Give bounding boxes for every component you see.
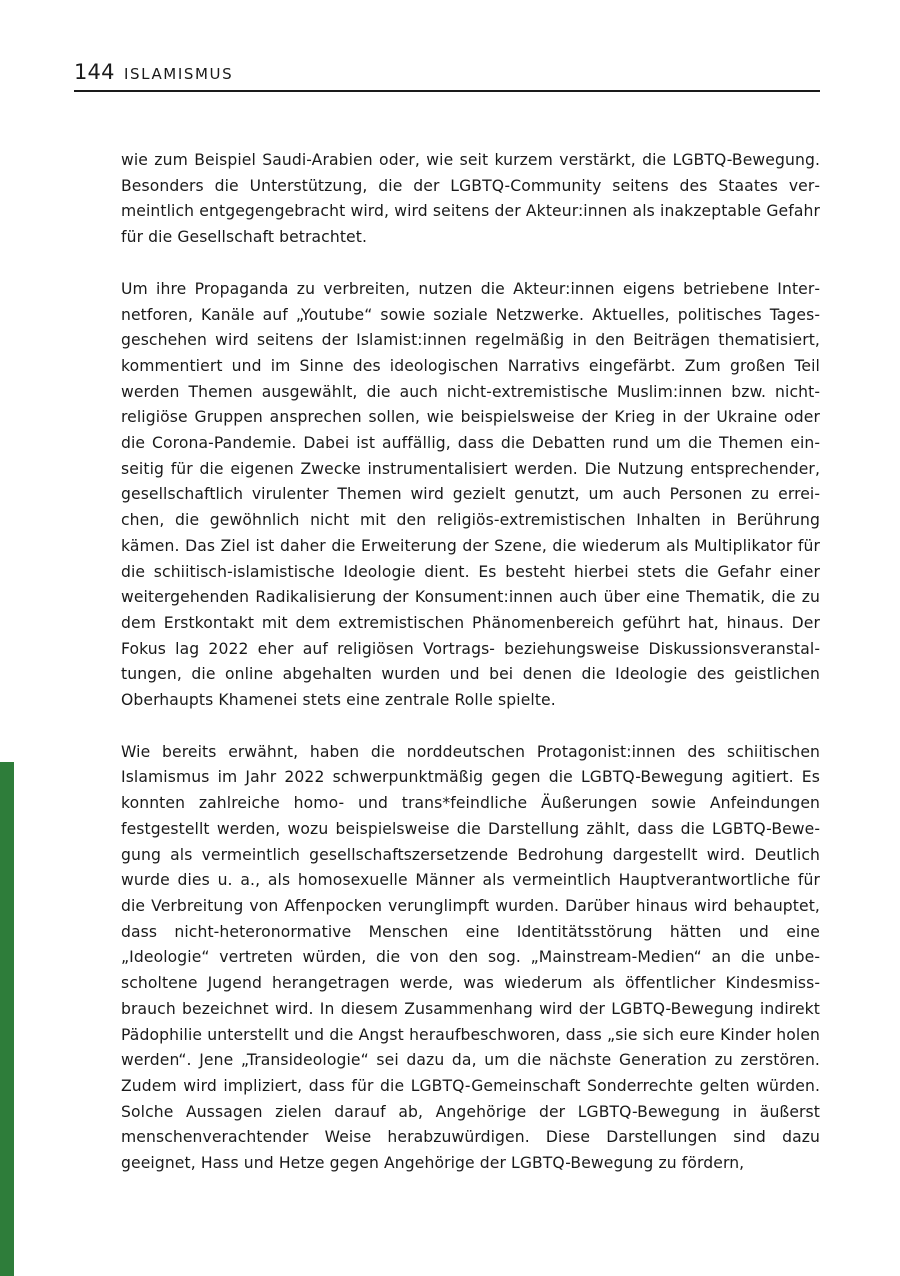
running-title: ISLAMISMUS bbox=[124, 65, 234, 83]
paragraph-1: wie zum Beispiel Saudi-Arabien oder, wie seit kurzem verstärkt, die LGBTQ-Bewegung. Besonders die Unterstützung, die der LGBTQ-Community seitens des Staates vermeintlich entgegengebracht wird, wird seitens der Akteur:innen als inakzeptable Gefahr für die Gesellschaft betrachtet. bbox=[121, 151, 820, 247]
page-header bbox=[74, 58, 820, 92]
body-text bbox=[121, 148, 820, 1203]
paragraph-3: Wie bereits erwähnt, haben die norddeutschen Protagonist:innen des schiitischen Islamismus im Jahr 2022 schwerpunktmäßig gegen die LGBTQ-Bewegung agitiert. Es konnten zahlreiche homo- und trans*feindliche Äußerungen sowie Anfeindungen festgestellt werden, wozu beispielsweise die Darstellung zählt, dass die LGBTQ-Bewegung als vermeintlich gesellschaftszersetzende Bedrohung dargestellt wird. Deutlich wurde dies u. a., als homosexuelle Männer als vermeintlich Hauptverantwortliche für die Verbreitung von Affenpocken verunglimpft wurden. Darüber hinaus wird behauptet, dass nicht-heteronormative Menschen eine Identitätsstörung hätten und eine „Ideologie“ vertreten würden, die von den sog. „Mainstream-Medien“ an die unbescholtene Jugend herangetragen werde, was wiederum als öffentlicher Kindesmissbrauch bezeichnet wird. In diesem Zusammenhang wird der LGBTQ-Bewegung indirekt Pädophilie unterstellt und die Angst heraufbeschworen, dass „sie sich eure Kinder holen werden“. Jene „Transideologie“ sei dazu da, um die nächste Generation zu zerstören. Zudem wird impliziert, dass für die LGBTQ-Gemeinschaft Sonderrechte gelten würden. Solche Aussagen zielen darauf ab, Angehörige der LGBTQ-Bewegung in äußerst menschenverachtender Weise herabzuwürdigen. Diese Darstellungen sind dazu geeignet, Hass und Hetze gegen Angehörige der LGBTQ-Bewegung zu fördern, bbox=[121, 742, 820, 1173]
chapter-color-bar bbox=[0, 762, 14, 1276]
paragraph-2: Um ihre Propaganda zu verbreiten, nutzen die Akteur:innen eigens betriebene Internetforen, Kanäle auf „Youtube“ sowie soziale Netzwerke. Aktuelles, politisches Tagesgeschehen wird seitens der Islamist:innen regelmäßig in den Beiträgen thematisiert, kommentiert und im Sinne des ideologischen Narrativs eingefärbt. Zum großen Teil werden Themen ausgewählt, die auch nicht-extremistische Muslim:innen bzw. nichtreligiöse Gruppen ansprechen sollen, wie beispielsweise der Krieg in der Ukraine oder die Corona-Pandemie. Dabei ist auffällig, dass die Debatten rund um die Themen einseitig für die eigenen Zwecke instrumentalisiert werden. Die Nutzung entsprechender, gesellschaftlich virulenter Themen wird gezielt genutzt, um auch Personen zu erreichen, die gewöhnlich nicht mit den religiös-extremistischen Inhalten in Berührung kämen. Das Ziel ist daher die Erweiterung der Szene, die wiederum als Multiplikator für die schiitisch-islamistische Ideologie dient. Es besteht hierbei stets die Gefahr einer weitergehenden Radikalisierung der Konsument:innen auch über eine Thematik, die zu dem Erstkontakt mit dem extremistischen Phänomenbereich geführt hat, hinaus. Der Fokus lag 2022 eher auf religiösen Vortrags- beziehungsweise Diskussionsveranstaltungen, die online abgehalten wurden und bei denen die Ideologie des geistlichen Oberhaupts Khamenei stets eine zentrale Rolle spielte. bbox=[121, 279, 820, 710]
page-number: 144 bbox=[74, 60, 115, 84]
